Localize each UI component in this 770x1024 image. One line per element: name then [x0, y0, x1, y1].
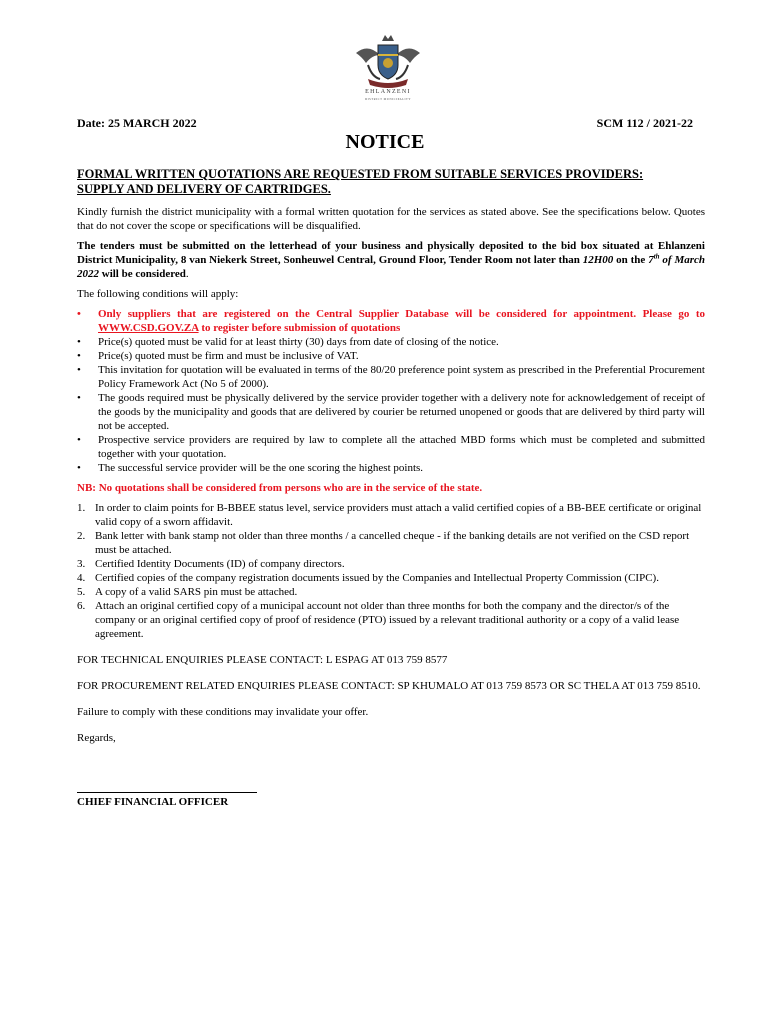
list-item — [77, 391, 705, 433]
bullet: • — [77, 350, 81, 362]
list-item — [77, 557, 705, 571]
notice-date: Date: 25 MARCH 2022 — [77, 116, 197, 130]
bullet: • — [77, 434, 81, 446]
submission-day-number: 7 — [648, 254, 654, 266]
submission-on: on the — [613, 254, 649, 266]
condition-text: The goods required must be physically delivered by the service provider together with a delivery note for acknowledgement of receipt of the goods by the municipality and goods that are delivered by courier be returned unopened or goods that are delivered by third party will not be accepted. — [98, 392, 705, 432]
requirement-text: Certified Identity Documents (ID) of company directors. — [95, 558, 345, 570]
submission-day-suffix: th — [653, 252, 660, 261]
requirement-text: A copy of a valid SARS pin must be attached. — [95, 586, 298, 598]
condition-text: Price(s) quoted must be valid for at least thirty (30) days from date of closing of the notice. — [98, 336, 499, 348]
item-number: 5. — [77, 586, 86, 598]
csd-link[interactable]: WWW.CSD.GOV.ZA — [98, 322, 199, 334]
requirement-text: Certified copies of the company registration documents issued by the Companies and Intellectual Property Commission (CIPC). — [95, 572, 659, 584]
condition-text: The successful service provider will be the one scoring the highest points. — [98, 462, 424, 474]
list-item — [77, 585, 705, 599]
reference-number: SCM 112 / 2021-22 — [596, 116, 693, 130]
list-item — [77, 461, 705, 475]
csd-text-end: to register before submission of quotations — [198, 322, 401, 334]
submission-time: 12H00 — [582, 254, 614, 266]
submission-end: . — [185, 268, 189, 280]
signature-line — [77, 791, 257, 793]
item-number: 3. — [77, 558, 86, 570]
notice-body — [77, 167, 705, 809]
heading-line-2: SUPPLY AND DELIVERY OF CARTRIDGES. — [77, 182, 331, 196]
condition-text: This invitation for quotation will be evaluated in terms of the 80/20 preference point system as prescribed in the Preferential Procurement Policy Framework Act (No 5 of 2000). — [98, 364, 705, 390]
heading-line-1: FORMAL WRITTEN QUOTATIONS ARE REQUESTED FROM SUITABLE SERVICES PROVIDERS: — [77, 167, 644, 181]
signatory-title: CHIEF FINANCIAL OFFICER — [77, 796, 229, 808]
requirement-text: Bank letter with bank stamp not older than three months / a cancelled cheque - if the banking details are not verified on the CSD report must be attached. — [95, 530, 690, 556]
submission-month: of March 2022 — [77, 254, 706, 280]
intro-paragraph: Kindly furnish the district municipality with a formal written quotation for the services as stated above. See the specifications below. Quotes that do not cover the scope or specifications will be disqualified. — [77, 206, 705, 232]
bullet: • — [77, 364, 81, 376]
list-item — [77, 529, 705, 557]
list-item — [77, 349, 705, 363]
logo — [346, 33, 430, 105]
condition-text: Price(s) quoted must be firm and must be inclusive of VAT. — [98, 350, 359, 362]
ehlanzeni-coat-of-arms-icon — [346, 33, 430, 89]
submission-paragraph — [77, 239, 705, 281]
bullet: • — [77, 336, 81, 348]
list-item — [77, 307, 705, 335]
conditions-list — [77, 307, 705, 475]
list-item — [77, 501, 705, 529]
csd-text: Only suppliers that are registered on the Central Supplier Database will be considered for appointment. Please go to — [98, 308, 705, 320]
page-title: NOTICE — [345, 131, 425, 153]
submission-text: The tenders must be submitted on the letterhead of your business and physically deposited to the bid box situated at Ehlanzeni District Municipality, 8 van Niekerk Street, Sonheuwel Central, Ground Floor, Tender Room not later than — [77, 240, 705, 266]
logo-subtitle: DISTRICT MUNICIPALITY — [364, 97, 412, 101]
item-number: 2. — [77, 530, 86, 542]
requirement-text: In order to claim points for B-BBEE status level, service providers must attach a valid certified copies of a BB-BEE certificate or original valid copy of a sworn affidavit. — [95, 502, 702, 528]
item-number: 6. — [77, 600, 86, 612]
technical-contact: FOR TECHNICAL ENQUIRIES PLEASE CONTACT: L ESPAG AT 013 759 8577 — [77, 654, 448, 666]
submission-considered: will be considered — [99, 268, 186, 280]
list-item — [77, 571, 705, 585]
failure-notice: Failure to comply with these conditions may invalidate your offer. — [77, 706, 369, 718]
bullet: • — [77, 462, 81, 474]
regards: Regards, — [77, 732, 116, 744]
list-item — [77, 335, 705, 349]
condition-text: Prospective service providers are required by law to complete all the attached MBD forms which must be completed and submitted together with your quotation. — [98, 434, 705, 460]
item-number: 1. — [77, 502, 86, 514]
list-item — [77, 363, 705, 391]
logo-name: EHLANZENI — [365, 89, 411, 95]
conditions-intro: The following conditions will apply: — [77, 288, 239, 300]
item-number: 4. — [77, 572, 86, 584]
nb-warning: NB: No quotations shall be considered from persons who are in the service of the state. — [77, 482, 483, 494]
bullet: • — [77, 308, 81, 320]
list-item — [77, 599, 705, 641]
list-item — [77, 433, 705, 461]
section-heading — [77, 167, 705, 197]
bullet: • — [77, 392, 81, 404]
requirement-text: Attach an original certified copy of a municipal account not older than three months for both the company and the director/s of the company or an original certified copy of proof of residence (PTO) issued by a relevant traditional authority or a copy of a valid lease agreement. — [95, 600, 680, 640]
requirements-list — [77, 501, 705, 641]
procurement-contact: FOR PROCUREMENT RELATED ENQUIRIES PLEASE CONTACT: SP KHUMALO AT 013 759 8573 OR SC THELA AT 013 759 8510. — [77, 680, 701, 692]
